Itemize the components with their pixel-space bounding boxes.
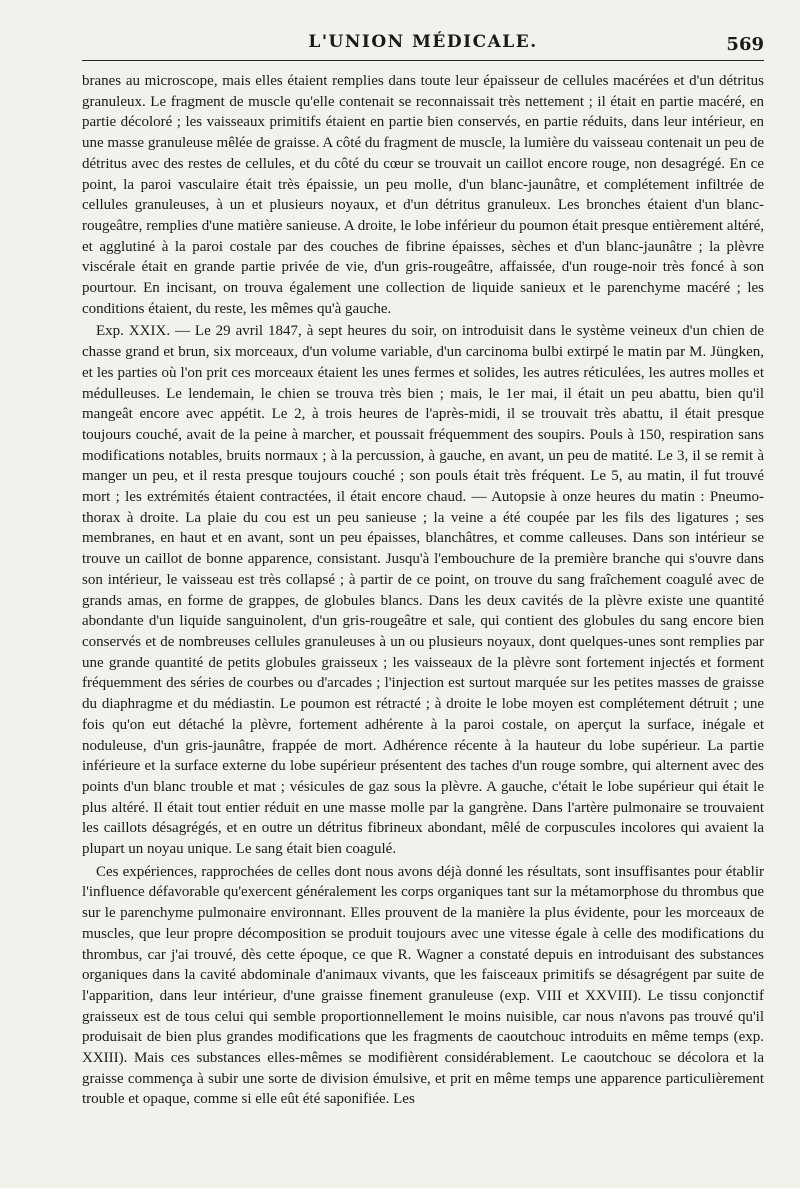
header-rule: [82, 60, 764, 61]
paragraph-continued: branes au microscope, mais elles étaient remplies dans toute leur épaisseur de cellules macérées et d'un détritus granuleux. Le fragment de muscle qu'elle contenait se reconnaissait très nettement ; il était en partie macéré, en partie décoloré ; les vaisseaux primitifs étaient en partie bien conservés, en partie réduits, dans leur intérieur, en une masse granuleuse mêlée de graisse. A côté du fragment de muscle, la lumière du vaisseau contenait un peu de détritus avec des restes de cellules, et du côté du cœur se trouvait un caillot encore rouge, non desagrégé. En ce point, la paroi vasculaire était très épaissie, un peu molle, d'un blanc-jaunâtre, et complétement infiltrée de cellules granuleuses, à un et plusieurs noyaux, et d'un détritus granuleux. Les bronches étaient d'un blanc-rougeâtre, remplies d'une matière sanieuse. A droite, le lobe inférieur du poumon était presque entièrement altéré, et agglutiné à la paroi costale par des couches de fibrine épaisses, sèches et d'un blanc-jaunâtre ; la plèvre viscérale était en grande partie privée de vie, d'un gris-rougeâtre, affaissée, d'un rouge-noir très foncé à son pourtour. En incisant, on trouva également une collection de liquide sanieux et le parenchyme macéré ; les conditions étaient, du reste, les mêmes qu'à gauche.: [82, 73, 764, 317]
page-header: [82, 30, 764, 60]
body-text: [82, 71, 764, 1110]
paragraph-discussion: Ces expériences, rapprochées de celles dont nous avons déjà donné les résultats, sont insuffisantes pour établir l'influence défavorable qu'exercent généralement les corps organiques tant sur la métamorphose du thrombus que sur le parenchyme pulmonaire environnant. Elles prouvent de la manière la plus évidente, pour les morceaux de muscles, que leur propre décomposition se produit toujours avec une vitesse égale à celle des modifications du thrombus, car j'ai trouvé, dès cette époque, ce que R. Wagner a constaté depuis en introduisant des substances organiques dans la cavité abdominale d'animaux vivants, que les faisceaux primitifs se désagrégent par suite de l'apparition, dans leur intérieur, d'une graisse finement granuleuse (exp. VIII et XXVIII). Le tissu conjonctif graisseux est de tous celui qui semble proportionnellement le moins nuisible, car nous n'avons pas trouvé qu'il produisait de bien plus grandes modifications que les fragments de caoutchouc introduits en même temps (exp. XXIII). Mais ces substances elles-mêmes se modifièrent considérablement. Le caoutchouc se décolora et la graisse commença à subir une sorte de division émulsive, et prit en même temps une apparence particulièrement trouble et opaque, comme si elle eût été saponifiée. Les: [82, 863, 764, 1108]
running-title: L'UNION MÉDICALE.: [308, 32, 538, 52]
page-number: 569: [726, 34, 764, 55]
paragraph-exp-xxix: Exp. XXIX. — Le 29 avril 1847, à sept heures du soir, on introduisit dans le système veineux d'un chien de chasse grand et brun, six morceaux, d'un volume variable, d'un carcinoma bulbi extirpé le matin par M. Jüngken, et les parties où l'on prit ces morceaux étaient les unes fermes et solides, les autres réticulées, les autres molles et médulleuses. Le lendemain, le chien se trouva très bien ; mais, le 1er mai, il était un peu abattu, bien qu'il mangeât encore avec appétit. Le 2, à trois heures de l'après-midi, il se trouvait très abattu, il était presque toujours couché, avait de la peine à marcher, et poussait fréquemment des soupirs. Pouls à 150, respiration sans modifications notables, bruits normaux ; à la percussion, à gauche, en avant, un peu de matité. Le 3, il se remit à manger un peu, et il resta presque toujours couché ; son pouls était très fréquent. Le 5, au matin, il fut trouvé mort ; les extrémités étaient contractées, il était encore chaud. — Autopsie à onze heures du matin : Pneumo-thorax à droite. La plaie du cou est un peu sanieuse ; la veine a été coupée par les fils des ligatures ; ses membranes, en haut et en avant, sont un peu épaisses, blanchâtres, et comme calleuses. Dans son intérieur se trouve un caillot de bonne apparence, consistant. Jusqu'à l'embouchure de la première branche qui s'ouvre dans son intérieur, le vaisseau est très collapsé ; à partir de ce point, on trouve du sang fraîchement coagulé avec de grands amas, en forme de grappes, de globules blancs. Dans les deux cavités de la plèvre existe une quantité abondante d'un liquide sanguinolent, d'un gris-rougeâtre et sale, qui contient des globules du sang encore bien conservés et de nombreuses cellules granuleuses à un ou plusieurs noyaux, dont quelques-unes sont remplies par une grande quantité de petits globules graisseux ; les vaisseaux de la plèvre sont fortement injectés et forment fréquemment des séries de courbes ou d'arcades ; l'injection est surtout marquée sur les petites masses de graisse du diaphragme et du médiastin. Le poumon est rétracté ; à droite le lobe moyen est complétement détruit ; une fois qu'on eut détaché la plèvre, fortement adhérente à la paroi costale, on aperçut la surface, inégale et noduleuse, d'un gris-jaunâtre, frappée de mort. Adhérence récente à la hauteur du lobe supérieur. La partie inférieure et la surface externe du lobe supérieur présentent des taches d'un rouge sombre, qui alternent avec des points d'un blanc trouble et mat ; vésicules de gaz sous la plèvre. A gauche, c'était le lobe supérieur qui était le plus altéré. Il était tout entier réduit en une masse molle par la gangrène. Dans l'artère pulmonaire se trouvaient les caillots désagrégés, et en outre un détritus fibrineux abondant, mêlé de corpuscules incolores qui avaient la plupart un noyau unique. Le sang était bien coagulé.: [82, 323, 764, 858]
